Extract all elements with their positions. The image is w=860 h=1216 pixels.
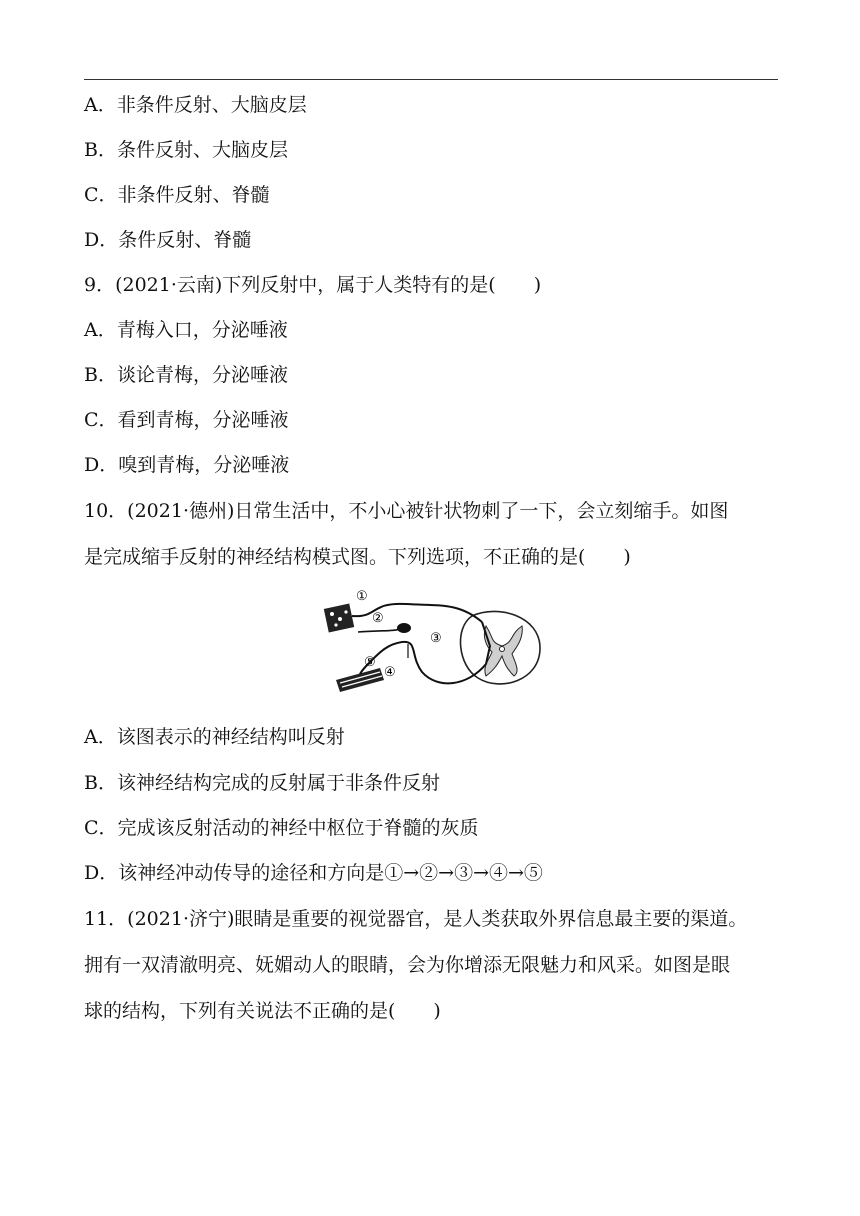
q10-option-b: B．该神经结构完成的反射属于非条件反射 — [84, 772, 440, 794]
q9-option-b: B．谈论青梅，分泌唾液 — [84, 364, 288, 386]
q8-option-c: C．非条件反射、脊髓 — [84, 184, 270, 206]
label-5: ⑤ — [364, 655, 376, 670]
q9-option-c: C．看到青梅，分泌唾液 — [84, 409, 289, 431]
q9-stem: 9．(2021·云南)下列反射中，属于人类特有的是( ) — [84, 274, 542, 296]
q10-option-d: D．该神经冲动传导的途径和方向是①→②→③→④→⑤ — [84, 862, 543, 884]
q9-option-d: D．嗅到青梅，分泌唾液 — [84, 454, 290, 476]
q8-option-d: D．条件反射、脊髓 — [84, 229, 252, 251]
q8-option-b: B．条件反射、大脑皮层 — [84, 139, 288, 161]
q11-stem-line-2: 拥有一双清澈明亮、妩媚动人的眼睛，会为你增添无限魅力和风采。如图是眼 — [84, 954, 731, 976]
q11-stem-line-1: 11．(2021·济宁)眼睛是重要的视觉器官，是人类获取外界信息最主要的渠道。 — [84, 908, 748, 930]
q10-stem-line-1: 10．(2021·德州)日常生活中，不小心被针状物刺了一下，会立刻缩手。如图 — [84, 500, 729, 522]
q10-option-a: A．该图表示的神经结构叫反射 — [84, 726, 345, 748]
label-1: ① — [356, 589, 368, 604]
q10-option-c: C．完成该反射活动的神经中枢位于脊髓的灰质 — [84, 817, 479, 839]
label-3: ③ — [430, 631, 442, 646]
q11-stem-line-3: 球的结构，下列有关说法不正确的是( ) — [84, 1000, 441, 1022]
skin-receptor-drawing — [324, 604, 354, 633]
top-divider — [84, 79, 778, 80]
q8-option-a: A．非条件反射、大脑皮层 — [84, 94, 307, 116]
q10-stem-line-2: 是完成缩手反射的神经结构模式图。下列选项，不正确的是( ) — [84, 546, 631, 568]
muscle-effector-drawing — [336, 668, 384, 692]
label-4: ④ — [384, 665, 396, 680]
reflex-arc-figure — [318, 586, 548, 696]
q9-option-a: A．青梅入口，分泌唾液 — [84, 319, 288, 341]
label-2: ② — [372, 611, 384, 626]
